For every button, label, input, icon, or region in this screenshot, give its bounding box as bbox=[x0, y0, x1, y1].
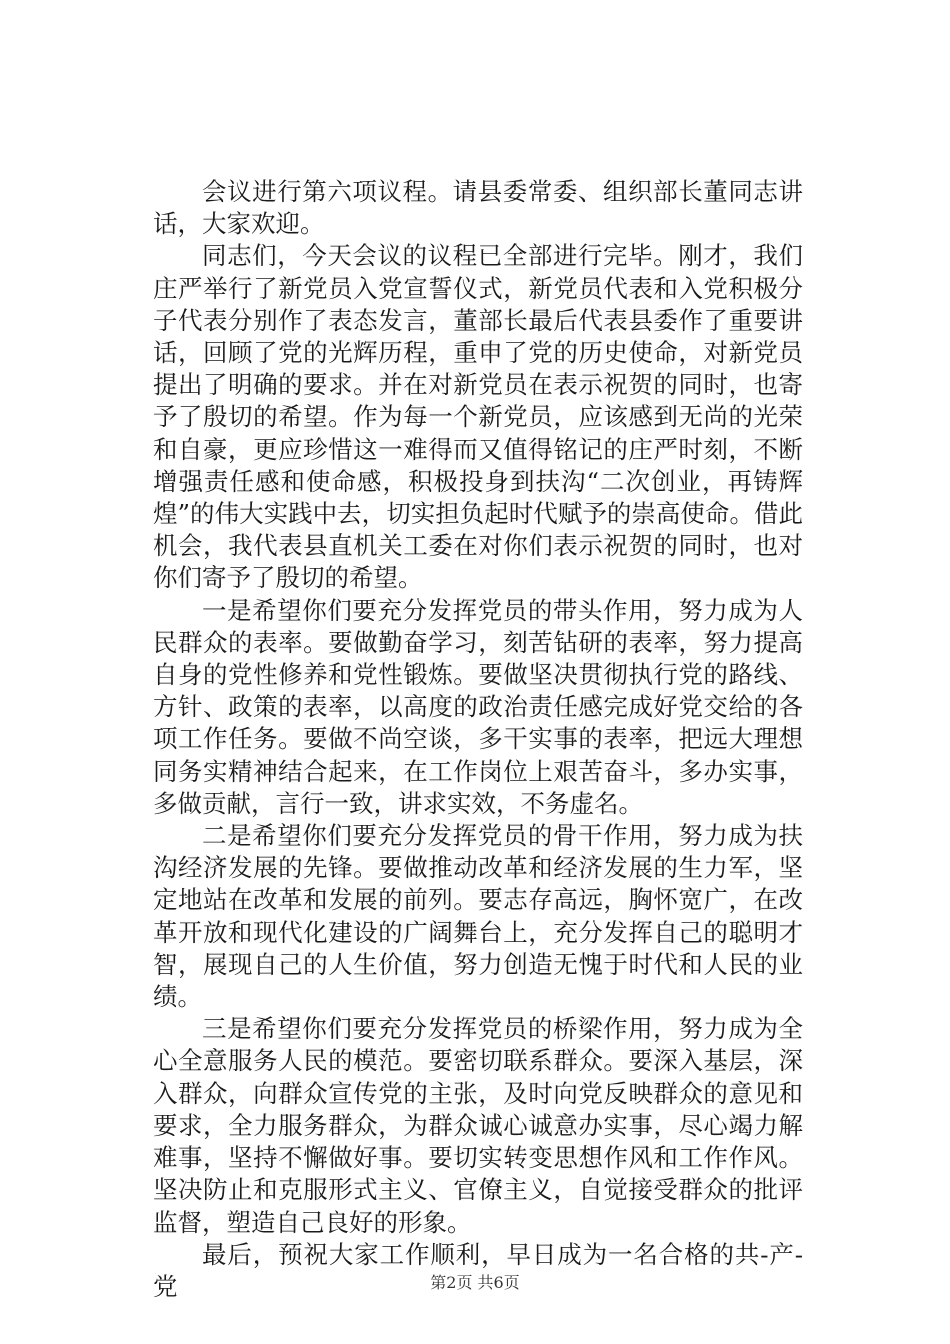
paragraph-hope-three: 三是希望你们要充分发挥党员的桥梁作用，努力成为全心全意服务人民的模范。要密切联系群众。要深入基层，深入群众，向群众宣传党的主张，及时向党反映群众的意见和要求，全力服务群众，为群众诚心诚意办实事，尽心竭力解难事，坚持不懈做好事。要切实转变思想作风和工作作风。坚决防止和克服形式主义、官僚主义，自觉接受群众的批评监督，塑造自己良好的形象。 bbox=[153, 1014, 803, 1237]
paragraph-hope-two: 二是希望你们要充分发挥党员的骨干作用，努力成为扶沟经济发展的先锋。要做推动改革和经济发展的生力军，坚定地站在改革和发展的前列。要志存高远，胸怀宽广，在改革开放和现代化建设的广阔舞台上，充分发挥自己的聪明才智，展现自己的人生价值，努力创造无愧于时代和人民的业绩。 bbox=[153, 821, 803, 1012]
page-footer: 第2页 共6页 bbox=[430, 1273, 520, 1292]
document-body bbox=[153, 176, 803, 1303]
paragraph-summary: 同志们，今天会议的议程已全部进行完毕。刚才，我们庄严举行了新党员入党宣誓仪式，新党员代表和入党积极分子代表分别作了表态发言，董部长最后代表县委作了重要讲话，回顾了党的光辉历程，重申了党的历史使命，对新党员提出了明确的要求。并在对新党员在表示祝贺的同时，也寄予了殷切的希望。作为每一个新党员，应该感到无尚的光荣和自豪，更应珍惜这一难得而又值得铭记的庄严时刻，不断增强责任感和使命感，积极投身到扶沟“二次创业，再铸辉煌”的伟大实践中去，切实担负起时代赋予的崇高使命。借此机会，我代表县直机关工委在对你们表示祝贺的同时，也对你们寄予了殷切的希望。 bbox=[153, 241, 803, 593]
paragraph-closing: 最后，预祝大家工作顺利，早日成为一名合格的共-产-党 bbox=[153, 1239, 803, 1301]
paragraph-agenda: 会议进行第六项议程。请县委常委、组织部长董同志讲话，大家欢迎。 bbox=[153, 177, 803, 239]
paragraph-hope-one: 一是希望你们要充分发挥党员的带头作用，努力成为人民群众的表率。要做勤奋学习，刻苦钻研的表率，努力提高自身的党性修养和党性锻炼。要做坚决贯彻执行党的路线、方针、政策的表率，以高度的政治责任感完成好党交给的各项工作任务。要做不尚空谈，多干实事的表率，把远大理想同务实精神结合起来，在工作岗位上艰苦奋斗，多办实事，多做贡献，言行一致，讲求实效，不务虚名。 bbox=[153, 595, 803, 818]
